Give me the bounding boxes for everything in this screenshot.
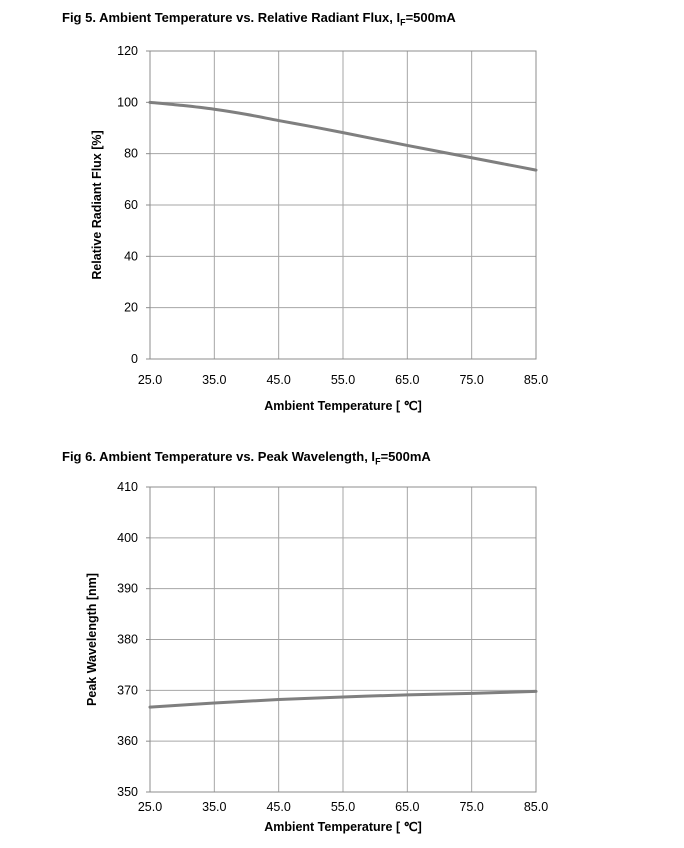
y-tick-label: 80 bbox=[124, 146, 138, 161]
y-tick-label: 360 bbox=[117, 734, 138, 749]
x-axis-label: Ambient Temperature [ ℃] bbox=[264, 399, 422, 413]
x-tick-label: 65.0 bbox=[395, 373, 420, 387]
x-tick-label: 75.0 bbox=[459, 373, 484, 387]
y-tick-label: 40 bbox=[124, 249, 138, 264]
x-tick-label: 75.0 bbox=[459, 800, 484, 814]
y-axis-label: Peak Wavelength [nm] bbox=[85, 573, 99, 706]
x-tick-label: 25.0 bbox=[137, 800, 163, 814]
y-tick-label: 60 bbox=[124, 198, 138, 212]
x-tick-label: 85.0 bbox=[523, 373, 549, 387]
x-tick-label: 45.0 bbox=[266, 373, 291, 387]
x-tick-label: 35.0 bbox=[202, 373, 227, 387]
x-tick-label: 85.0 bbox=[523, 800, 549, 814]
x-axis-label: Ambient Temperature [ ℃] bbox=[264, 820, 422, 834]
x-tick-label: 35.0 bbox=[202, 800, 227, 814]
x-tick-label: 55.0 bbox=[330, 373, 356, 387]
y-tick-label: 20 bbox=[124, 300, 138, 315]
y-tick-label: 120 bbox=[117, 44, 138, 58]
y-tick-label: 100 bbox=[117, 95, 138, 110]
y-tick-label: 390 bbox=[117, 581, 138, 596]
y-tick-label: 410 bbox=[117, 480, 138, 494]
x-tick-label: 45.0 bbox=[266, 800, 291, 814]
x-tick-label: 65.0 bbox=[395, 800, 420, 814]
x-tick-label: 25.0 bbox=[137, 373, 163, 387]
y-tick-label: 400 bbox=[117, 530, 138, 545]
x-tick-label: 55.0 bbox=[330, 800, 356, 814]
fig5-title: Fig 5. Ambient Temperature vs. Relative Radiant Flux, $I_F=500mA$ bbox=[62, 10, 456, 28]
y-tick-label: 380 bbox=[117, 632, 138, 647]
y-axis-label: Relative Radiant Flux [%] bbox=[90, 130, 104, 280]
y-tick-label: 350 bbox=[117, 785, 138, 799]
y-tick-label: 0 bbox=[131, 352, 138, 366]
y-tick-label: 370 bbox=[117, 683, 138, 698]
fig6-title: Fig 6. Ambient Temperature vs. Peak Wavelength, $I_F=500mA$ bbox=[62, 449, 431, 467]
